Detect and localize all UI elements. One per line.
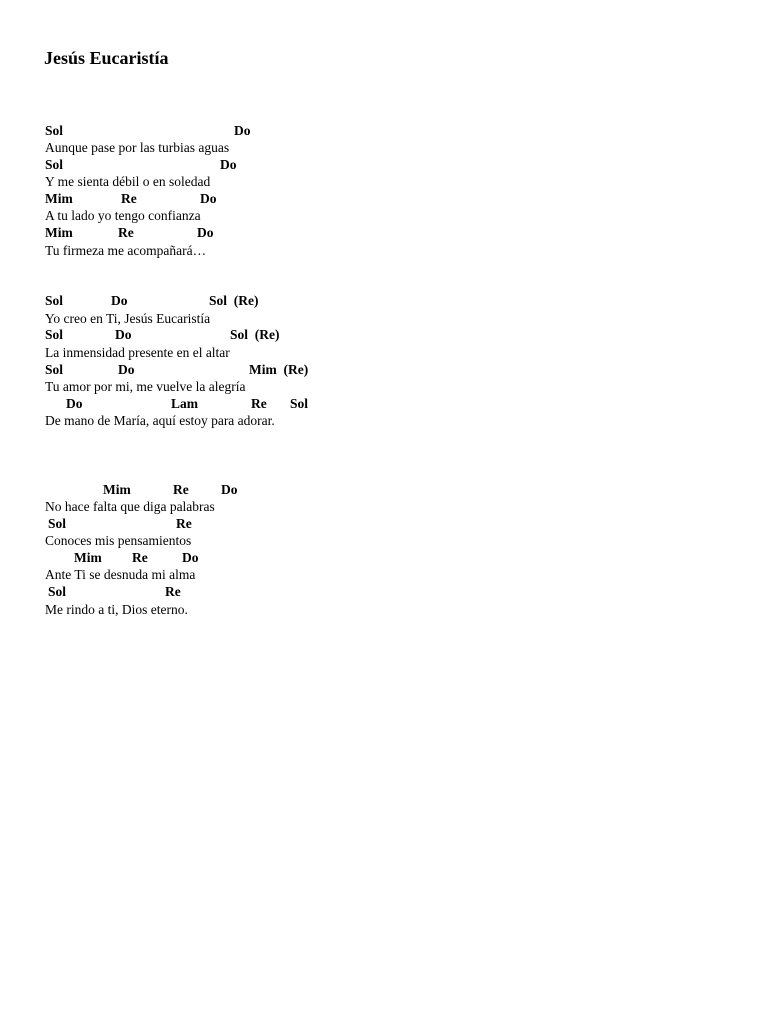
lyric-line: Conoces mis pensamientos	[45, 533, 192, 548]
chord: Re	[121, 191, 137, 206]
chord: Do	[197, 225, 214, 240]
chord: Sol	[45, 327, 64, 342]
lyric-line: La inmensidad presente en el altar	[45, 345, 230, 360]
chord: Re	[173, 482, 189, 497]
chord: Mim	[45, 191, 73, 206]
lyric-line: A tu lado yo tengo confianza	[45, 208, 201, 223]
chord: Sol (Re)	[209, 293, 259, 308]
chord: Do	[118, 362, 135, 377]
lyric-line: Tu firmeza me acompañará…	[45, 243, 207, 258]
chord: Do	[200, 191, 217, 206]
chord: Do	[115, 327, 132, 342]
lyric-line: Aunque pase por las turbias aguas	[45, 140, 230, 155]
chord: Re	[176, 516, 192, 531]
chord: Sol	[45, 123, 64, 138]
chord: Do	[221, 482, 238, 497]
chord: Mim	[45, 225, 73, 240]
chord: Sol	[290, 396, 309, 411]
lyric-line: Me rindo a ti, Dios eterno.	[45, 602, 188, 617]
chord: Mim	[103, 482, 131, 497]
chord: Sol	[45, 157, 64, 172]
lyric-line: De mano de María, aquí estoy para adorar.	[45, 413, 275, 428]
chord: Do	[220, 157, 237, 172]
lyric-line: Y me sienta débil o en soledad	[45, 174, 211, 189]
chord: Do	[66, 396, 83, 411]
chord: Mim (Re)	[249, 362, 309, 377]
lyric-line: Ante Ti se desnuda mi alma	[45, 567, 196, 582]
chord: Do	[234, 123, 251, 138]
chord: Do	[111, 293, 128, 308]
lyric-line: Tu amor por mi, me vuelve la alegría	[45, 379, 246, 394]
chord: Re	[251, 396, 267, 411]
chord: Mim	[74, 550, 102, 565]
lyric-line: Yo creo en Ti, Jesús Eucaristía	[45, 311, 211, 326]
chord: Re	[165, 584, 181, 599]
lyric-line: No hace falta que diga palabras	[45, 499, 215, 514]
chord: Sol	[45, 293, 64, 308]
chord: Do	[182, 550, 199, 565]
song-title: Jesús Eucaristía	[44, 48, 169, 68]
chord: Re	[118, 225, 134, 240]
chord: Lam	[171, 396, 198, 411]
chord: Sol	[48, 516, 67, 531]
chord: Sol (Re)	[230, 327, 280, 342]
chord: Re	[132, 550, 148, 565]
chord: Sol	[48, 584, 67, 599]
chord: Sol	[45, 362, 64, 377]
